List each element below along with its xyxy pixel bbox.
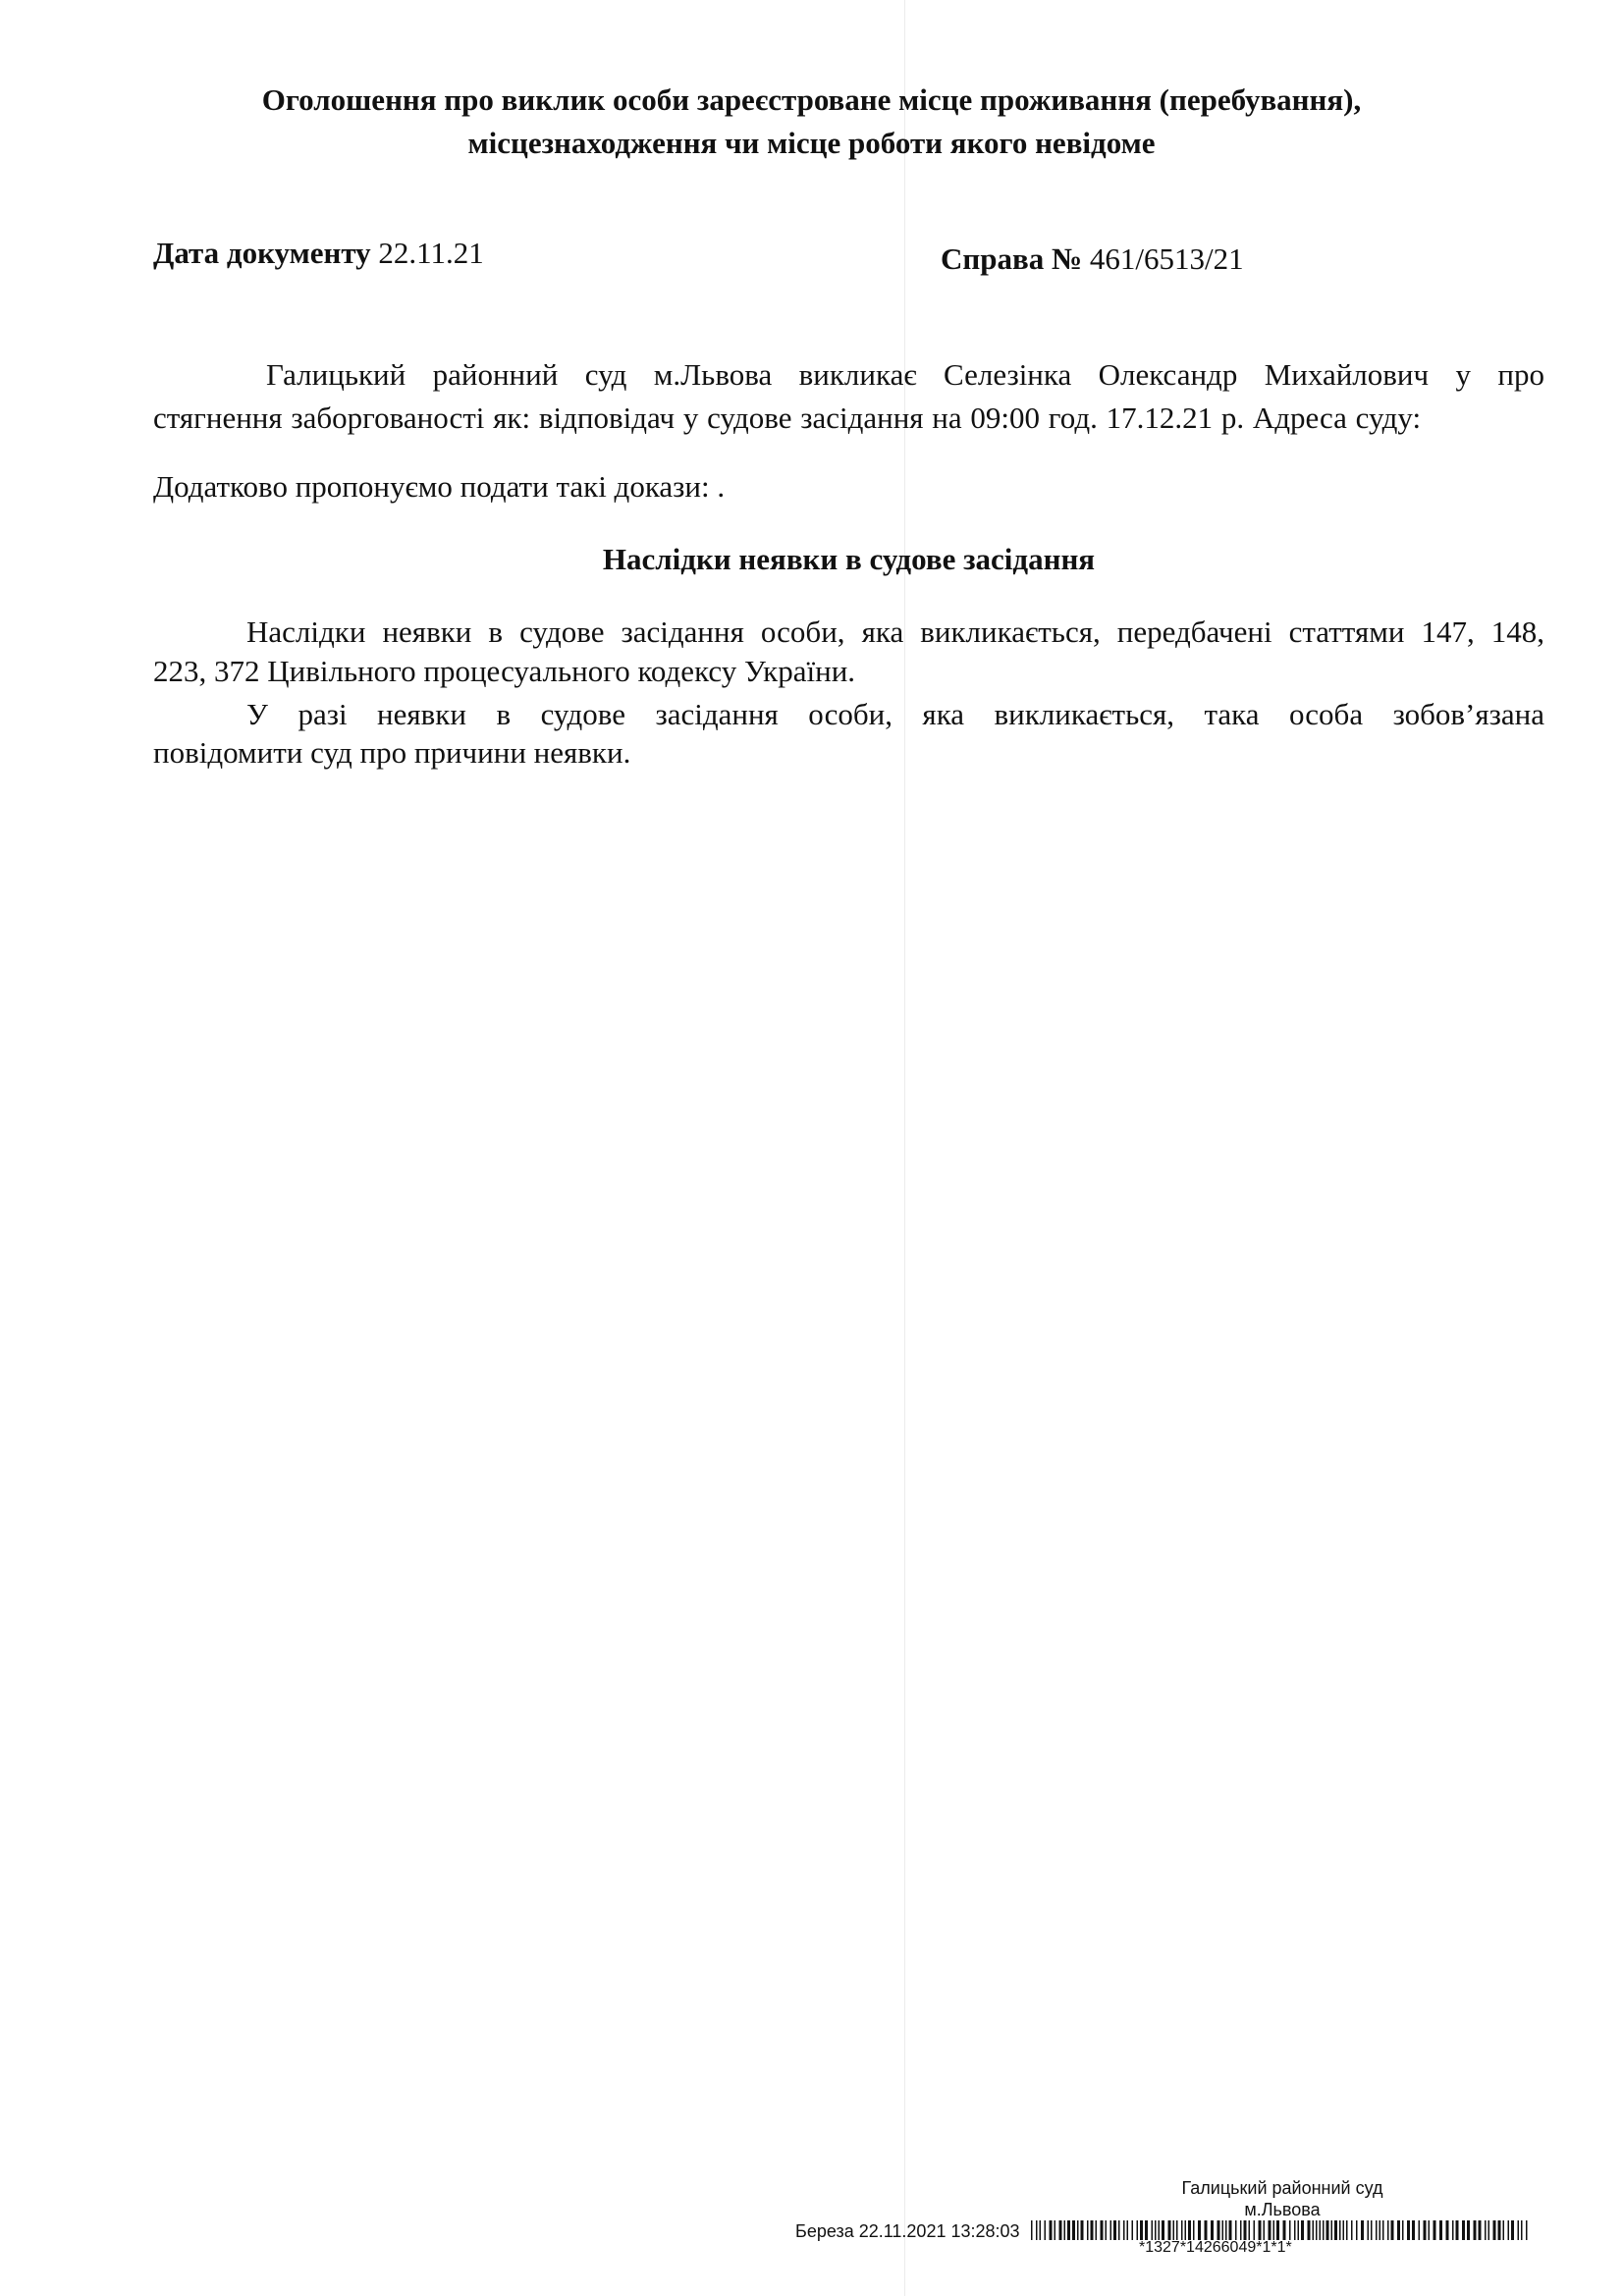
consequences-paragraph-1-line-2: 223, 372 Цивільного процесуального кодексу України. [153, 654, 856, 688]
barcode-number: *1327*14266049*1*1* [1139, 2239, 1292, 2255]
consequences-paragraph-2-line-1: У разі неявки в судове засідання особи, яка викликається, така особа зобов’язана [246, 697, 1544, 731]
evidence-request: Додатково пропонуємо подати такі докази: . [153, 469, 726, 504]
document-title-line-2: місцезнаходження чи місце роботи якого невідоме [467, 126, 1156, 160]
case-number [941, 238, 1244, 281]
summons-line-2: стягнення заборгованості як: відповідач у судове засідання на 09:00 год. 17.12.21 р. Адреса суду: [153, 400, 1422, 435]
scan-fold-line [904, 0, 905, 2296]
barcode-image [1031, 2220, 1532, 2240]
document-date-value: 22.11.21 [378, 236, 484, 270]
case-number-label: Справа № [941, 241, 1083, 276]
stamp-court-name: Галицький районний суд [1181, 2178, 1383, 2198]
case-number-value: 461/6513/21 [1089, 241, 1244, 276]
stamp-clerk-timestamp: Береза 22.11.2021 13:28:03 [795, 2221, 1020, 2241]
consequences-paragraph-2-line-2: повідомити суд про причини неявки. [153, 735, 631, 770]
consequences-heading: Наслідки неявки в судове засідання [602, 542, 1096, 576]
document-title-line-1: Оголошення про виклик особи зареєстроване місце проживання (перебування), [261, 82, 1362, 117]
consequences-paragraph-1-line-1: Наслідки неявки в судове засідання особи, яка викликається, передбачені статтями 147, 148, [246, 614, 1544, 649]
document-date [153, 232, 484, 275]
stamp-court-city: м.Львова [1244, 2200, 1321, 2219]
summons-line-1: Галицький районний суд м.Львова викликає Селезінка Олександр Михайлович у про [266, 357, 1544, 392]
document-date-label: Дата документу [153, 236, 371, 270]
